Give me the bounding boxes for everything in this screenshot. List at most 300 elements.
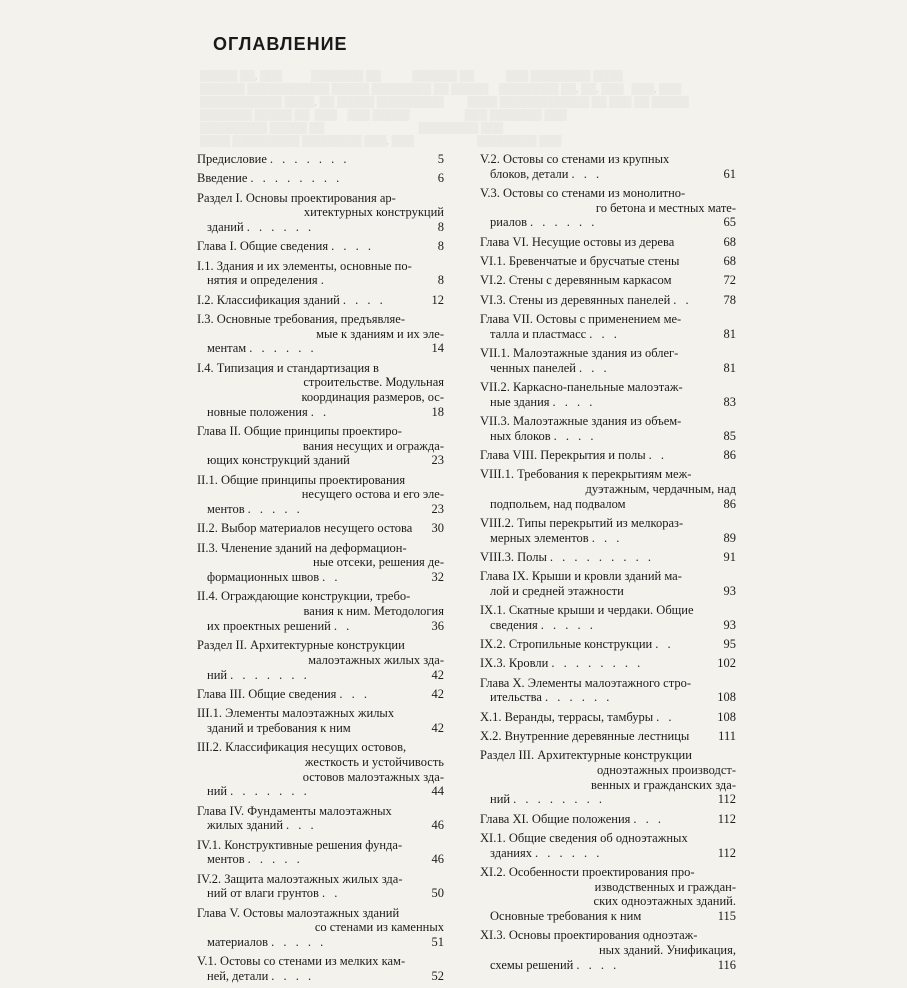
dot-leader: . . . . . . (530, 215, 598, 230)
toc-line (480, 482, 736, 497)
toc-line (197, 804, 444, 819)
page-number: 93 (723, 617, 736, 632)
entry-title: XI.1. Общие сведения об одноэтажных (480, 831, 688, 846)
toc-line (480, 637, 736, 652)
entry-title: ные отсеки, решения де- (312, 555, 444, 570)
toc-entry (197, 638, 444, 682)
entry-title: лой и средней этажности (490, 583, 624, 598)
toc-line (197, 502, 444, 517)
dot-leader: . . . (578, 360, 610, 375)
page-number: 65 (723, 215, 736, 230)
dot-leader: . . (321, 886, 341, 901)
page-number: 44 (431, 784, 444, 799)
toc-entry (480, 865, 736, 924)
entry-title: ний (207, 667, 228, 682)
entry-title: ительства (490, 690, 542, 705)
toc-entry (480, 186, 736, 230)
toc-line (480, 812, 736, 827)
toc-entry (197, 706, 444, 735)
toc-line (480, 792, 736, 807)
toc-entry (480, 467, 736, 511)
entry-title: со стенами из каменных (314, 920, 444, 935)
toc-line (197, 755, 444, 770)
entry-title: VI.3. Стены из деревянных панелей (480, 292, 671, 307)
entry-title: Введение (197, 171, 248, 186)
toc-line (197, 473, 444, 488)
entry-title: VII.3. Малоэтажные здания из объем- (480, 413, 682, 428)
toc-line (197, 784, 444, 799)
toc-line (480, 550, 736, 565)
entry-title: нятия и определения (207, 273, 318, 288)
dot-leader: . . (655, 637, 674, 652)
entry-title: ских одноэтажных зданий. (593, 894, 736, 909)
toc-line (197, 969, 444, 984)
toc-line (197, 770, 444, 785)
entry-title: ментов (207, 502, 245, 517)
dot-leader: . . . (286, 818, 317, 833)
toc-line (197, 312, 444, 327)
toc-line (480, 273, 736, 288)
page-number: 116 (717, 957, 736, 972)
toc-line (197, 541, 444, 556)
toc-line (197, 341, 444, 356)
entry-title: Глава I. Общие сведения (197, 239, 329, 254)
entry-title: Раздел I. Основы проектирования ар- (197, 190, 396, 205)
entry-title: V.1. Остовы со стенами из мелких кам- (197, 954, 406, 969)
entry-title: новные положения (207, 404, 308, 419)
toc-line (480, 618, 736, 633)
entry-title: X.2. Внутренние деревянные лестницы (480, 729, 690, 744)
toc-line (197, 390, 444, 405)
entry-title: Глава XI. Общие положения (480, 811, 631, 826)
toc-line (197, 920, 444, 935)
page-number: 23 (431, 502, 444, 517)
page-number: 108 (717, 709, 736, 724)
entry-title: IV.2. Защита малоэтажных жилых зда- (197, 871, 403, 886)
page-number: 32 (431, 570, 444, 585)
toc-entry (197, 541, 444, 585)
page-number: 91 (723, 549, 736, 564)
toc-line (480, 763, 736, 778)
dot-leader: . . . . . . . . (250, 171, 343, 186)
entry-title: Основные требования к ним (490, 909, 642, 924)
dot-leader: . . . (571, 166, 603, 181)
toc-line (480, 656, 736, 671)
toc-entry (197, 872, 444, 901)
toc-line (197, 453, 444, 468)
toc-entry (480, 710, 736, 725)
entry-title: материалов (207, 934, 269, 949)
toc-entry (480, 656, 736, 671)
toc-line (480, 778, 736, 793)
toc-line (480, 531, 736, 546)
dot-leader: . . . (589, 326, 620, 341)
toc-line (197, 935, 444, 950)
entry-title: строительстве. Модульная (303, 375, 444, 390)
toc-entry (480, 235, 736, 250)
toc-entry (197, 838, 444, 867)
toc-line (197, 152, 444, 167)
toc-line (480, 748, 736, 763)
entry-title: Глава VII. Остовы с применением ме- (480, 311, 682, 326)
dot-leader: . . (673, 292, 692, 307)
entry-title: ментов (207, 852, 245, 867)
toc-line (197, 375, 444, 390)
entry-title: VIII.3. Полы (480, 549, 547, 564)
toc-line (197, 638, 444, 653)
toc-line (480, 909, 736, 924)
page-number: 72 (723, 273, 736, 288)
toc-line (480, 584, 736, 599)
entry-title: мые к зданиям и их эле- (316, 326, 444, 341)
page-number: 46 (431, 852, 444, 867)
toc-line (480, 152, 736, 167)
dot-leader: . . . . . . . . . (549, 549, 655, 564)
entry-title: VI.1. Бревенчатые и брусчатые стены (480, 254, 680, 268)
entry-title: IX.3. Кровли (480, 656, 549, 671)
entry-title: V.2. Остовы со стенами из крупных (480, 152, 670, 166)
toc-line (480, 676, 736, 691)
page-number: 68 (723, 254, 736, 268)
page-number: 42 (431, 720, 444, 735)
toc-line (197, 327, 444, 342)
toc-entry (480, 603, 736, 632)
toc-line (197, 668, 444, 683)
toc-line (197, 906, 444, 921)
toc-line (480, 186, 736, 201)
toc-entry (480, 414, 736, 443)
toc-line (480, 346, 736, 361)
page-number: 8 (437, 220, 444, 234)
entry-title: Предисловие (197, 152, 267, 166)
toc-entry (197, 473, 444, 517)
toc-line (197, 740, 444, 755)
toc-line (197, 852, 444, 867)
entry-title: VII.1. Малоэтажные здания из облег- (480, 345, 679, 360)
entry-title: ней, детали (207, 968, 269, 983)
entry-title: ных зданий. Унификация, (598, 943, 736, 958)
entry-title: зданиях (490, 845, 532, 860)
bleed-through-top: ▒▒▒▒▒ ▒▒, ▒▒▒ ▒▒▒▒▒▒▒ ▒▒ ▒▒▒▒▒▒ ▒▒ ▒▒▒ ▒▒▒▒▒▒▒▒ ▒▒▒▒ ▒▒▒▒▒▒ ▒▒▒▒▒▒▒▒▒▒▒ ▒▒▒▒▒ ▒▒▒▒▒▒▒▒ ▒▒ ▒▒▒▒▒ ▒▒▒▒▒▒▒▒ ▒▒, ▒▒, ▒▒▒ ▒▒▒, ▒▒▒ ▒▒▒▒▒▒▒▒▒▒▒ ▒▒▒▒, ▒▒ ▒▒▒▒▒ ▒▒▒▒▒▒▒▒▒ ▒▒▒▒ ▒▒▒▒▒▒▒▒▒▒▒▒ ▒▒ ▒▒▒ ▒▒ ▒▒▒▒▒ ▒▒▒▒▒▒▒ ▒▒▒▒▒ ▒▒ ▒▒▒ ▒▒▒ ▒▒▒▒▒ ▒▒▒ ▒▒▒▒▒▒▒ ▒▒▒ ▒▒▒▒▒▒▒▒▒ ▒▒▒▒▒ ▒▒ ▒▒▒▒▒▒▒▒ ▒▒▒ ▒▒▒▒ ▒▒▒▒▒▒▒▒▒ ▒▒▒▒▒▒▒▒ ▒▒▒, ▒▒▒ ▒▒▒▒▒▒▒▒ ▒▒▒ (200, 71, 689, 147)
toc-entry (197, 424, 444, 468)
toc-line (480, 167, 736, 182)
toc-entry (480, 152, 736, 181)
page-number: 111 (718, 729, 736, 744)
toc-line (480, 414, 736, 429)
toc-entry (480, 569, 736, 598)
entry-title: ные здания (490, 394, 550, 409)
dot-leader: . . . (339, 686, 371, 701)
page-number: 6 (437, 171, 444, 186)
entry-title: жилых зданий (207, 818, 284, 833)
toc-line (197, 239, 444, 254)
dot-leader: . . . . . (540, 617, 596, 632)
entry-title: остовов малоэтажных зда- (302, 769, 444, 784)
toc-line (197, 721, 444, 736)
dot-leader: . . . . . . (246, 220, 315, 234)
page-number: 5 (437, 152, 444, 166)
toc-line (480, 928, 736, 943)
page-number: 42 (431, 667, 444, 682)
entry-title: жесткость и устойчивость (304, 754, 444, 769)
toc-entry (197, 259, 444, 288)
entry-title: ченных панелей (490, 360, 576, 375)
page-number: 78 (723, 292, 736, 307)
toc-line (197, 405, 444, 420)
page-number: 23 (431, 453, 444, 468)
toc-line (480, 467, 736, 482)
entry-title: X.1. Веранды, террасы, тамбуры (480, 709, 654, 724)
toc-line (197, 886, 444, 901)
page-number: 81 (723, 360, 736, 375)
toc-line (480, 880, 736, 895)
entry-title: формационных швов (207, 570, 320, 585)
page-number: 51 (431, 934, 444, 949)
dot-leader: . . . . . (247, 852, 303, 867)
entry-title: Глава VI. Несущие остовы из дерева (480, 234, 675, 249)
entry-title: Глава IV. Фундаменты малоэтажных (197, 803, 392, 818)
dot-leader: . . . . . (271, 934, 327, 949)
toc-line (197, 570, 444, 585)
entry-title: ющих конструкций зданий (207, 453, 350, 468)
dot-leader: . . . . . . (249, 341, 317, 356)
page-number: 83 (723, 394, 736, 409)
toc-line (197, 361, 444, 376)
dot-leader: . . . . . . (535, 845, 603, 860)
toc-column-right (480, 152, 736, 977)
page-number: 8 (437, 273, 444, 288)
entry-title: изводственных и граждан- (594, 879, 736, 894)
page-number: 112 (717, 811, 736, 826)
entry-title: дуэтажным, чердачным, над (585, 481, 736, 496)
toc-entry (480, 273, 736, 288)
entry-title: V.3. Остовы со стенами из монолитно- (480, 186, 686, 200)
toc-line (480, 201, 736, 216)
toc-line (197, 191, 444, 206)
toc-column-left (197, 152, 444, 988)
dot-leader: . . . . . . . (230, 784, 310, 799)
toc-line (197, 171, 444, 186)
toc-line (480, 729, 736, 744)
dot-leader: . . . . (271, 968, 315, 983)
dot-leader: . . . (591, 530, 623, 545)
toc-line (197, 838, 444, 853)
entry-title: ментам (207, 341, 247, 356)
toc-line (480, 831, 736, 846)
page-number: 93 (723, 583, 736, 598)
toc-line (197, 589, 444, 604)
toc-line (480, 690, 736, 705)
entry-title: VII.2. Каркасно-панельные малоэтаж- (480, 379, 683, 394)
entry-title: I.3. Основные требования, предъявляе- (197, 311, 405, 326)
entry-title: ных блоков (490, 428, 551, 443)
toc-entry (480, 831, 736, 860)
toc-entry (480, 293, 736, 308)
dot-leader: . . (656, 709, 675, 724)
entry-title: ний (207, 784, 228, 799)
toc-entry (197, 152, 444, 167)
toc-entry (197, 740, 444, 799)
toc-line (480, 516, 736, 531)
entry-title: Глава III. Общие сведения (197, 686, 337, 701)
toc-line (197, 555, 444, 570)
entry-title: II.3. Членение зданий на деформацион- (197, 540, 407, 555)
entry-title: одноэтажных производст- (596, 763, 736, 778)
dot-leader: . . (322, 570, 341, 585)
toc-entry (480, 254, 736, 269)
toc-entry (197, 312, 444, 356)
toc-entry (480, 729, 736, 744)
entry-title: подпольем, над подвалом (490, 496, 626, 511)
page-number: 108 (717, 690, 736, 705)
dot-leader: . . . . . . (544, 690, 613, 705)
dot-leader: . . . . . (247, 502, 303, 517)
toc-line (197, 706, 444, 721)
dot-leader: . . (310, 404, 330, 419)
entry-title: IV.1. Конструктивные решения фунда- (197, 837, 403, 852)
dot-leader: . . . . . . . . (513, 792, 605, 807)
toc-line (480, 497, 736, 512)
toc-line (480, 312, 736, 327)
page-number: 112 (717, 845, 736, 860)
page-number: 112 (717, 792, 736, 807)
entry-title: Глава IX. Крыши и кровли зданий ма- (480, 569, 682, 584)
page-number: 12 (431, 292, 444, 307)
entry-title: вания к ним. Методология (303, 604, 444, 619)
toc-entry (480, 448, 736, 463)
toc-entry (197, 239, 444, 254)
entry-title: зданий (207, 220, 244, 234)
toc-entry (480, 380, 736, 409)
entry-title: риалов (490, 215, 527, 230)
dot-leader: . . . . (342, 292, 386, 307)
toc-line (480, 958, 736, 973)
toc-line (480, 569, 736, 584)
entry-title: схемы решений (490, 957, 574, 972)
entry-title: I.4. Типизация и стандартизация в (197, 360, 379, 375)
entry-title: сведения (490, 617, 538, 632)
entry-title: VI.2. Стены с деревянным каркасом (480, 273, 672, 288)
toc-line (197, 687, 444, 702)
toc-entry (480, 550, 736, 565)
page-title: ОГЛАВЛЕНИЕ (213, 34, 348, 54)
page-number: 86 (723, 496, 736, 511)
toc-entry (480, 637, 736, 652)
entry-title: зданий и требования к ним (207, 720, 351, 735)
page-number: 85 (723, 428, 736, 443)
toc-line (480, 254, 736, 269)
entry-title: го бетона и местных мате- (595, 200, 736, 215)
page-number: 14 (431, 341, 444, 356)
page-number: 89 (723, 530, 736, 545)
toc-line (480, 235, 736, 250)
toc-entry (197, 191, 444, 235)
toc-entry (197, 906, 444, 950)
entry-title: малоэтажных жилых зда- (308, 652, 444, 667)
dot-leader: . . . . . . . (269, 152, 350, 166)
page-number: 50 (431, 886, 444, 901)
entry-title: талла и пластмасс (490, 326, 587, 341)
entry-title: Глава VIII. Перекрытия и полы (480, 447, 646, 462)
toc-entry (197, 687, 444, 702)
entry-title: Раздел II. Архитектурные конструкции (197, 638, 405, 653)
page-number: 95 (723, 637, 736, 652)
toc-line (197, 619, 444, 634)
toc-line (197, 220, 444, 235)
page-number: 81 (723, 326, 736, 341)
toc-entry (480, 928, 736, 972)
toc-line (480, 215, 736, 230)
page-number: 36 (431, 618, 444, 633)
toc-entry (197, 361, 444, 420)
page-number: 115 (717, 909, 736, 924)
entry-title: IX.1. Скатные крыши и чердаки. Общие (480, 603, 694, 618)
toc-line (480, 361, 736, 376)
dot-leader: . . . . . . . . (551, 656, 644, 671)
toc-entry (197, 521, 444, 536)
entry-title: ний от влаги грунтов (207, 886, 319, 901)
dot-leader: . . . . (576, 957, 620, 972)
entry-title: II.4. Ограждающие конструкции, требо- (197, 589, 411, 604)
page-number: 46 (431, 818, 444, 833)
dot-leader: . . (333, 618, 353, 633)
dot-leader: . . . . (553, 428, 597, 443)
toc-line (197, 653, 444, 668)
page-number: 42 (431, 686, 444, 701)
entry-title: III.2. Классификация несущих остовов, (197, 740, 407, 755)
entry-title: III.1. Элементы малоэтажных жилых (197, 706, 395, 721)
toc-entry (197, 804, 444, 833)
toc-line (197, 487, 444, 502)
dot-leader: . . . . (331, 239, 374, 254)
page-number: 52 (431, 968, 444, 983)
entry-title: VIII.2. Типы перекрытий из мелкораз- (480, 515, 684, 530)
entry-title: VIII.1. Требования к перекрытиям меж- (480, 467, 692, 482)
toc-line (480, 448, 736, 463)
toc-line (480, 710, 736, 725)
toc-entry (480, 748, 736, 807)
page-number: 86 (723, 447, 736, 462)
toc-line (197, 205, 444, 220)
entry-title: Глава X. Элементы малоэтажного стро- (480, 675, 692, 690)
toc-line (480, 380, 736, 395)
entry-title: I.1. Здания и их элементы, основные по- (197, 258, 412, 273)
toc-line (197, 604, 444, 619)
entry-title: Раздел III. Архитектурные конструкции (480, 748, 692, 763)
page-number: 68 (723, 234, 736, 249)
toc-line (197, 818, 444, 833)
toc-line (197, 259, 444, 274)
entry-title: Глава V. Остовы малоэтажных зданий (197, 905, 400, 920)
entry-title: IX.2. Стропильные конструкции (480, 637, 653, 652)
entry-title: их проектных решений (207, 618, 331, 633)
entry-title: вания несущих и огражда- (302, 438, 444, 453)
entry-title: хитектурных конструкций (303, 205, 444, 220)
entry-title: II.1. Общие принципы проектирования (197, 472, 406, 487)
entry-title: координация размеров, ос- (301, 390, 444, 404)
entry-title: I.2. Классификация зданий (197, 292, 340, 307)
dot-leader: . . (648, 447, 667, 462)
toc-line (480, 603, 736, 618)
toc-entry (197, 589, 444, 633)
entry-title: мерных элементов (490, 530, 589, 545)
toc-entry (480, 812, 736, 827)
toc-line (480, 327, 736, 342)
dot-leader: . (320, 273, 327, 288)
toc-line (480, 846, 736, 861)
toc-line (197, 954, 444, 969)
page-number: 8 (437, 239, 444, 254)
